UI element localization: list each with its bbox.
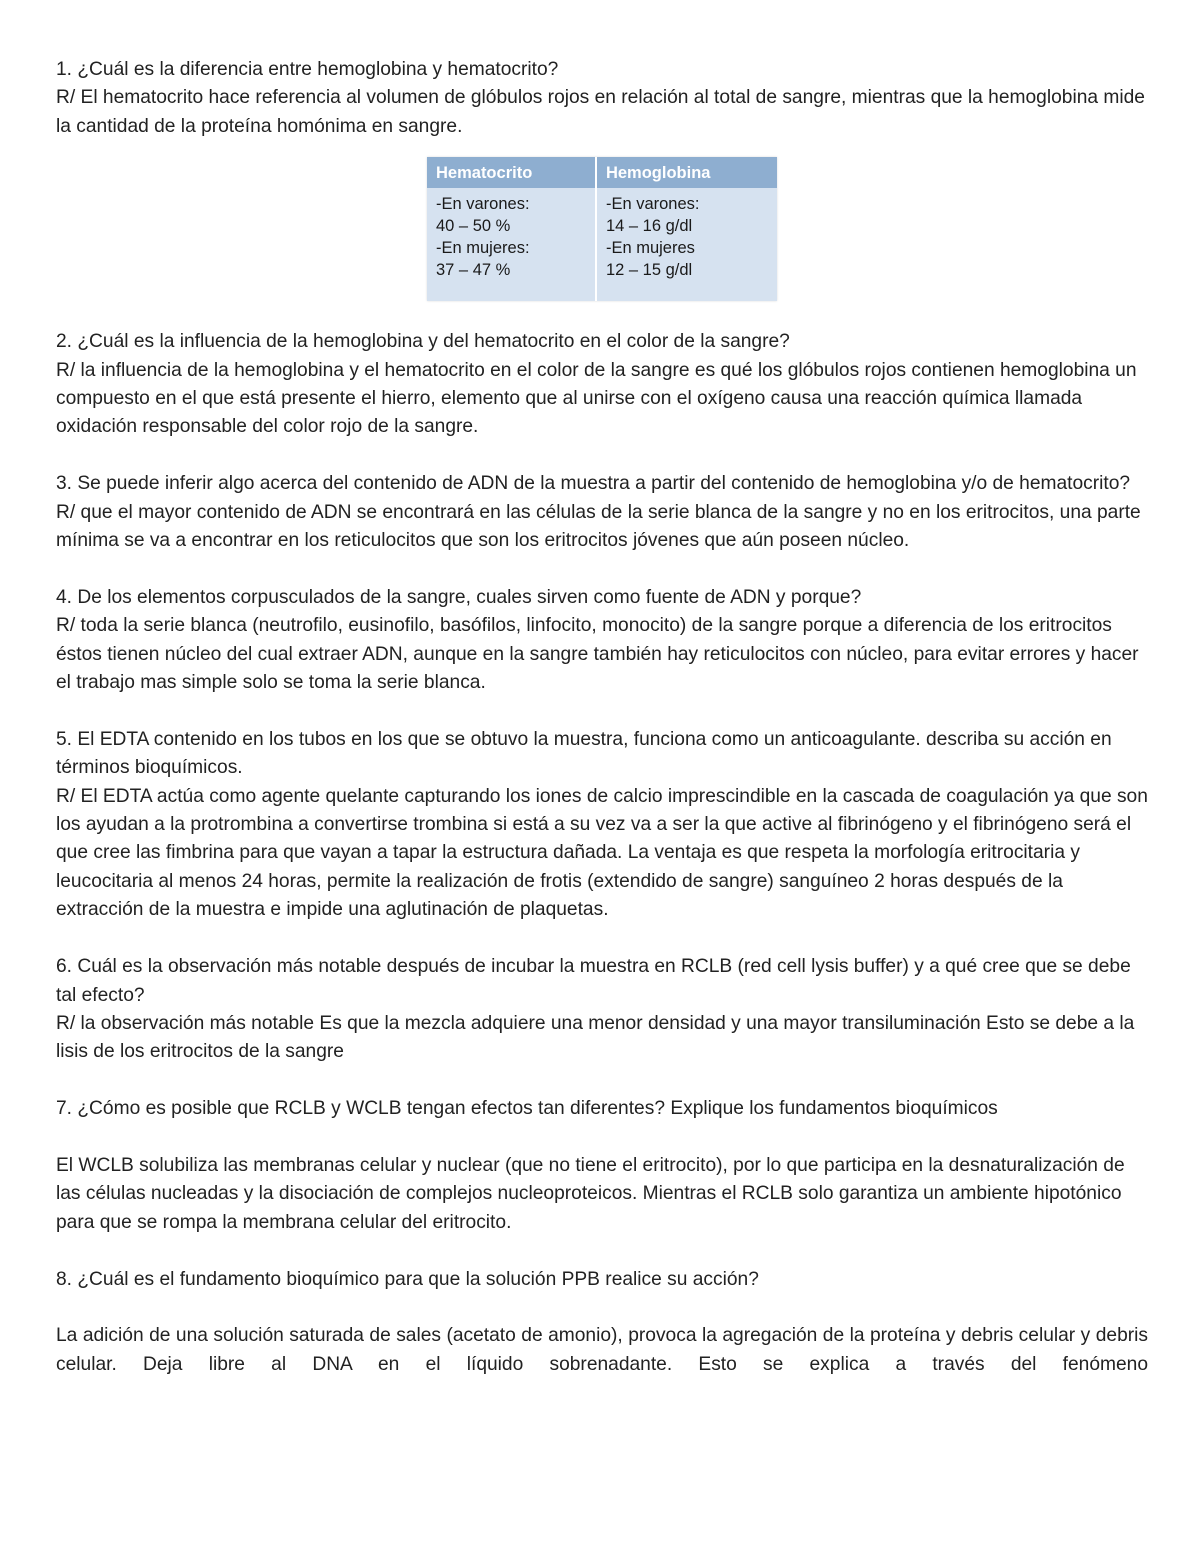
hemoglobina-line: 12 – 15 g/dl: [605, 261, 693, 280]
reference-values-table: [427, 157, 777, 301]
question-3: 3. Se puede inferir algo acerca del contenido de ADN de la muestra a partir del contenido de hemoglobina y/o de hematocrito?: [56, 473, 1131, 495]
hemoglobina-line: -En varones:: [605, 195, 700, 214]
table-cell-hematocrito: [427, 188, 596, 301]
table-cell-hemoglobina: [596, 188, 777, 301]
answer-8: La adición de una solución saturada de sales (acetato de amonio), provoca la agregación de la proteína y debris celular y debris celular. Deja libre al DNA en el líquido sobrenadante. Esto se explica a través del fenómeno: [56, 1325, 1148, 1375]
answer-5: R/ El EDTA actúa como agente quelante capturando los iones de calcio imprescindible en la cascada de coagulación ya que son los ayudan a la protrombina a convertirse trombina si está a su vez va a ser la que active al fibrinógeno y el fibrinógeno será el que cree las fimbrina para que vayan a tapar la estructura dañada. La ventaja es que respeta la morfología eritrocitaria y leucocitaria al menos 24 horas, permite la realización de frotis (extendido de sangre) sanguíneo 2 horas después de la extracción de la muestra e impide una aglutinación de plaquetas.: [56, 785, 1148, 921]
answer-2: R/ la influencia de la hemoglobina y el hematocrito en el color de la sangre es qué los glóbulos rojos contienen hemoglobina un compuesto en el que está presente el hierro, elemento que al unirse con el oxígeno causa una reacción química llamada oxidación responsable del color rojo de la sangre.: [56, 359, 1137, 438]
question-8: 8. ¿Cuál es el fundamento bioquímico para que la solución PPB realice su acción?: [56, 1268, 759, 1290]
table-header-hematocrito: Hematocrito: [427, 157, 596, 188]
table-header-hemoglobina: Hemoglobina: [596, 157, 777, 188]
answer-1: R/ El hematocrito hace referencia al volumen de glóbulos rojos en relación al total de sangre, mientras que la hemoglobina mide la cantidad de la proteína homónima en sangre.: [56, 87, 1145, 137]
question-4: 4. De los elementos corpusculados de la sangre, cuales sirven como fuente de ADN y porque?: [56, 586, 862, 608]
hematocrito-line: 40 – 50 %: [436, 217, 511, 236]
hematocrito-line: -En varones:: [436, 195, 530, 214]
answer-4: R/ toda la serie blanca (neutrofilo, eusinofilo, basófilos, linfocito, monocito) de la sangre porque a diferencia de los eritrocitos éstos tienen núcleo del cual extraer ADN, aunque en la sangre también hay reticulocitos con núcleo, para evitar errores y hacer el trabajo mas simple solo se toma la serie blanca.: [56, 615, 1139, 694]
hemoglobina-line: 14 – 16 g/dl: [605, 217, 693, 236]
answer-6: R/ la observación más notable Es que la mezcla adquiere una menor densidad y una mayor transiluminación Esto se debe a la lisis de los eritrocitos de la sangre: [56, 1012, 1135, 1063]
hematocrito-line: 37 – 47 %: [436, 261, 511, 280]
question-7: 7. ¿Cómo es posible que RCLB y WCLB tengan efectos tan diferentes? Explique los fundamentos bioquímicos: [56, 1098, 998, 1120]
answer-7: El WCLB solubiliza las membranas celular y nuclear (que no tiene el eritrocito), por lo que participa en la desnaturalización de las células nucleadas y la disociación de complejos nucleoproteicos. Mientras el RCLB solo garantiza un ambiente hipotónico para que se rompa la membrana celular del eritrocito.: [56, 1154, 1125, 1233]
hematocrito-line: -En mujeres:: [436, 239, 530, 258]
question-1: 1. ¿Cuál es la diferencia entre hemoglobina y hematocrito?: [56, 59, 559, 80]
document-body: [56, 56, 1148, 1379]
answer-3: R/ que el mayor contenido de ADN se encontrará en las células de la serie blanca de la sangre y no en los eritrocitos, una parte mínima se va a encontrar en los reticulocitos que son los eritrocitos jóvenes que aún poseen núcleo.: [56, 501, 1141, 552]
reference-values-table-wrap: [56, 157, 1148, 301]
question-6: 6. Cuál es la observación más notable después de incubar la muestra en RCLB (red cell lysis buffer) y a qué cree que se debe tal efecto?: [56, 956, 1131, 1006]
question-2: 2. ¿Cuál es la influencia de la hemoglobina y del hematocrito en el color de la sangre?: [56, 331, 790, 353]
question-5: 5. El EDTA contenido en los tubos en los que se obtuvo la muestra, funciona como un anticoagulante. describa su acción en términos bioquímicos.: [56, 728, 1112, 779]
hemoglobina-line: -En mujeres: [605, 239, 695, 258]
